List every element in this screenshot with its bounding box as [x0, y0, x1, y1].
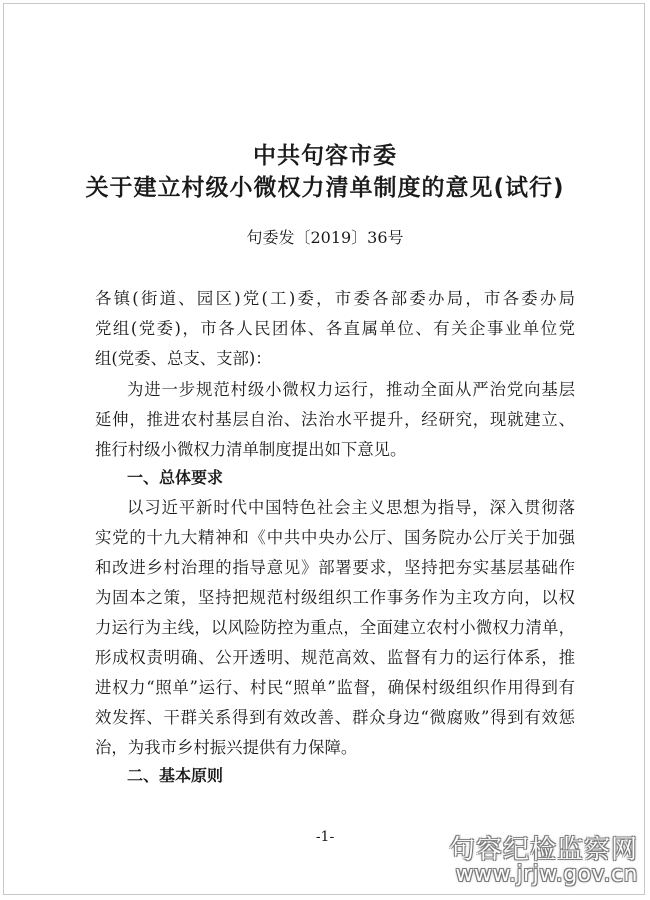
document-number: 句委发〔2019〕36号	[246, 228, 404, 247]
addressee-line: 组(党委、总支、支部)：	[95, 349, 272, 368]
page-number: -1-	[315, 829, 335, 845]
section-paragraph-line: 实党的十九大精神和《中共中央办公厅、国务院办公厅关于加强	[95, 528, 575, 547]
addressee-line: 党组(党委)，市各人民团体、各直属单位、有关企事业单位党	[95, 319, 575, 338]
section-paragraph-line: 进权力“照单”运行、村民“照单”监督，确保村级组织作用得到有	[95, 678, 575, 697]
watermark-url: www.jrjw.gov.cn	[455, 862, 638, 887]
section-paragraph-line: 治，为我市乡村振兴提供有力保障。	[95, 738, 358, 757]
intro-paragraph-line: 推行村级小微权力清单制度提出如下意见。	[95, 440, 407, 459]
document-title-line-1: 中共句容市委	[253, 143, 397, 169]
document-title-line-2: 关于建立村级小微权力清单制度的意见(试行)	[85, 175, 565, 201]
section-paragraph-line: 形成权责明确、公开透明、规范高效、监督有力的运行体系，推	[95, 648, 575, 667]
watermark-site-name: 句容纪检监察网	[448, 835, 638, 865]
addressee-line: 各镇(街道、园区)党(工)委，市委各部委办局，市各委办局	[95, 289, 575, 308]
intro-paragraph-line: 为进一步规范村级小微权力运行，推动全面从严治党向基层	[127, 380, 575, 399]
section-heading-basic-principles: 二、基本原则	[127, 766, 224, 785]
section-paragraph-line: 和改进乡村治理的指导意见》部署要求，坚持把夯实基层基础作	[95, 558, 575, 577]
section-paragraph-line: 力运行为主线，以风险防控为重点，全面建立农村小微权力清单，	[95, 618, 575, 637]
section-paragraph-line: 以习近平新时代中国特色社会主义思想为指导，深入贯彻落	[127, 498, 575, 517]
section-paragraph-line: 为固本之策，坚持把规范村级组织工作事务作为主攻方向，以权	[95, 588, 575, 607]
intro-paragraph-line: 延伸，推进农村基层自治、法治水平提升，经研究，现就建立、	[95, 410, 575, 429]
section-heading-general-requirements: 一、总体要求	[127, 468, 224, 487]
section-paragraph-line: 效发挥、干群关系得到有效改善、群众身边“微腐败”得到有效惩	[95, 708, 575, 727]
